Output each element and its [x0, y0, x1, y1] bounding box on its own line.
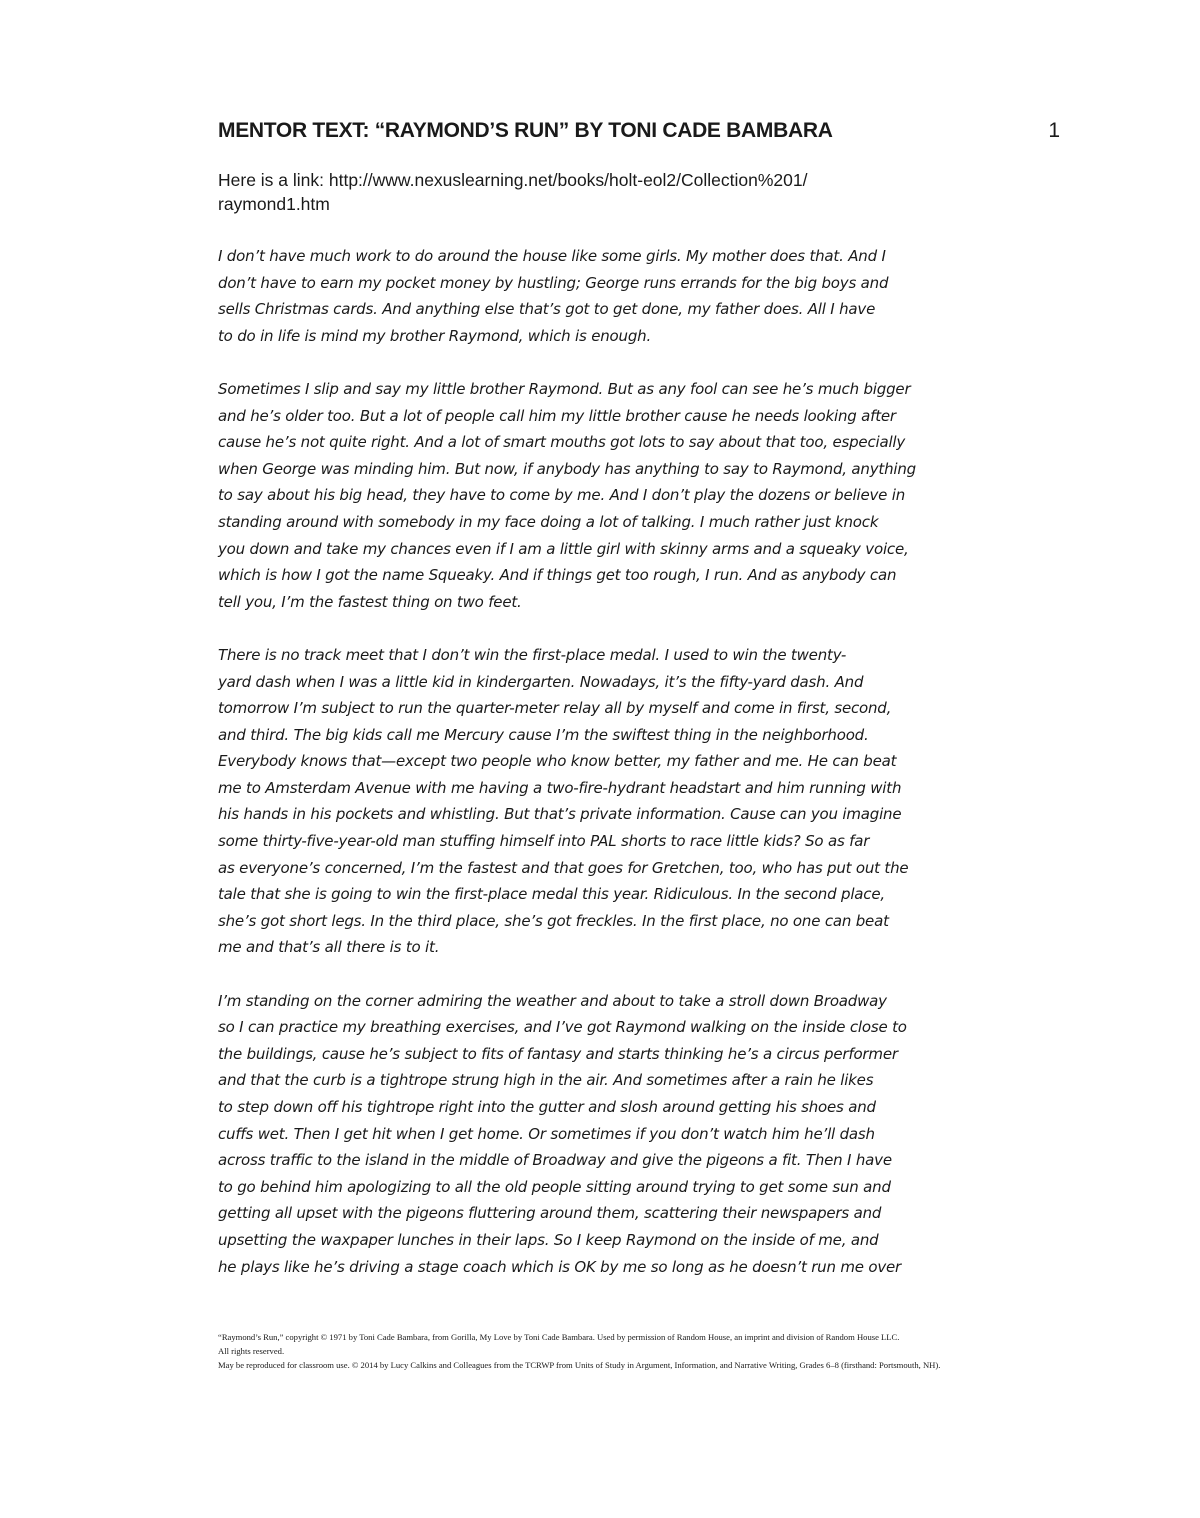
- text-line: I’m standing on the corner admiring the weather and about to take a stroll down Broadway: [218, 991, 887, 1010]
- text-line: upsetting the waxpaper lunches in their laps. So I keep Raymond on the inside of me, and: [218, 1230, 879, 1249]
- page-title: MENTOR TEXT: “RAYMOND’S RUN” BY TONI CADE BAMBARA: [218, 119, 833, 142]
- text-line: yard dash when I was a little kid in kindergarten. Nowadays, it’s the fifty-yard dash. And: [218, 672, 864, 691]
- paragraph-2: [218, 376, 998, 615]
- text-line: the buildings, cause he’s subject to fits of fantasy and starts thinking he’s a circus performer: [218, 1044, 898, 1063]
- text-line: getting all upset with the pigeons fluttering around them, scattering their newspapers and: [218, 1204, 882, 1223]
- text-line: me to Amsterdam Avenue with me having a two-fire-hydrant headstart and him running with: [218, 778, 902, 797]
- paragraph-3: [218, 642, 998, 961]
- text-line: cause he’s not quite right. And a lot of smart mouths got lots to say about that too, especially: [218, 433, 906, 452]
- source-link[interactable]: [218, 168, 998, 216]
- text-line: me and that’s all there is to it.: [218, 938, 440, 957]
- page-header: [218, 119, 1060, 155]
- link-line-2[interactable]: raymond1.htm: [218, 194, 330, 214]
- text-line: and third. The big kids call me Mercury cause I’m the swiftest thing in the neighborhood.: [218, 725, 869, 744]
- text-line: Everybody knows that—except two people who know better, my father and me. He can beat: [218, 752, 897, 771]
- link-line-1[interactable]: Here is a link: http://www.nexuslearning.net/books/holt-eol2/Collection%201/: [218, 170, 808, 190]
- copyright-footnote: [218, 1330, 1058, 1372]
- text-line: and he’s older too. But a lot of people call him my little brother cause he needs looking after: [218, 406, 896, 425]
- text-line: I don’t have much work to do around the house like some girls. My mother does that. And I: [218, 247, 886, 265]
- paragraph-1: [218, 243, 998, 349]
- text-line: some thirty-five-year-old man stuffing himself into PAL shorts to race little kids? So as far: [218, 832, 870, 851]
- text-line: as everyone’s concerned, I’m the fastest and that goes for Gretchen, too, who has put out the: [218, 858, 909, 877]
- text-line: tomorrow I’m subject to run the quarter-meter relay all by myself and come in first, second,: [218, 699, 892, 718]
- text-line: across traffic to the island in the middle of Broadway and give the pigeons a fit. Then I have: [218, 1151, 892, 1170]
- footnote-line-1: “Raymond’s Run,” copyright © 1971 by Toni Cade Bambara, from Gorilla, My Love by Toni Cade Bambara. Used by permission of Random House, an imprint and division of Random House LLC.: [218, 1332, 900, 1342]
- text-line: she’s got short legs. In the third place, she’s got freckles. In the first place, no one can beat: [218, 911, 889, 930]
- text-line: to do in life is mind my brother Raymond, which is enough.: [218, 326, 652, 345]
- text-line: Sometimes I slip and say my little brother Raymond. But as any fool can see he’s much bigger: [218, 379, 911, 398]
- text-line: cuffs wet. Then I get hit when I get home. Or sometimes if you don’t watch him he’ll dash: [218, 1124, 875, 1143]
- text-line: to go behind him apologizing to all the old people sitting around trying to get some sun and: [218, 1177, 891, 1196]
- footnote-line-3: May be reproduced for classroom use. © 2014 by Lucy Calkins and Colleagues from the TCRWP from Units of Study in Argument, Information, and Narrative Writing, Grades 6–8 (firsthand: Portsmouth, NH).: [218, 1360, 941, 1370]
- text-line: to say about his big head, they have to come by me. And I don’t play the dozens or believe in: [218, 486, 906, 505]
- page-number: 1: [1048, 119, 1060, 142]
- footnote-line-2: All rights reserved.: [218, 1346, 285, 1356]
- text-line: you down and take my chances even if I am a little girl with skinny arms and a squeaky voice,: [218, 539, 909, 558]
- paragraph-4: [218, 988, 998, 1281]
- story-excerpt: [218, 243, 998, 1307]
- text-line: and that the curb is a tightrope strung high in the air. And sometimes after a rain he likes: [218, 1071, 874, 1090]
- text-line: tale that she is going to win the first-place medal this year. Ridiculous. In the second place,: [218, 885, 885, 904]
- text-line: his hands in his pockets and whistling. But that’s private information. Cause can you imagine: [218, 805, 902, 824]
- text-line: to step down off his tightrope right into the gutter and slosh around getting his shoes and: [218, 1098, 876, 1116]
- text-line: which is how I got the name Squeaky. And if things get too rough, I run. And as anybody can: [218, 566, 897, 585]
- text-line: tell you, I’m the fastest thing on two feet.: [218, 592, 522, 611]
- text-line: don’t have to earn my pocket money by hustling; George runs errands for the big boys and: [218, 273, 889, 292]
- text-line: when George was minding him. But now, if anybody has anything to say to Raymond, anything: [218, 459, 916, 478]
- text-line: standing around with somebody in my face doing a lot of talking. I much rather just knock: [218, 512, 879, 531]
- text-line: sells Christmas cards. And anything else that’s got to get done, my father does. All I have: [218, 300, 876, 319]
- text-line: There is no track meet that I don’t win the first-place medal. I used to win the twenty-: [218, 645, 847, 664]
- text-line: he plays like he’s driving a stage coach which is OK by me so long as he doesn’t run me over: [218, 1257, 902, 1276]
- text-line: so I can practice my breathing exercises, and I’ve got Raymond walking on the inside close to: [218, 1018, 907, 1037]
